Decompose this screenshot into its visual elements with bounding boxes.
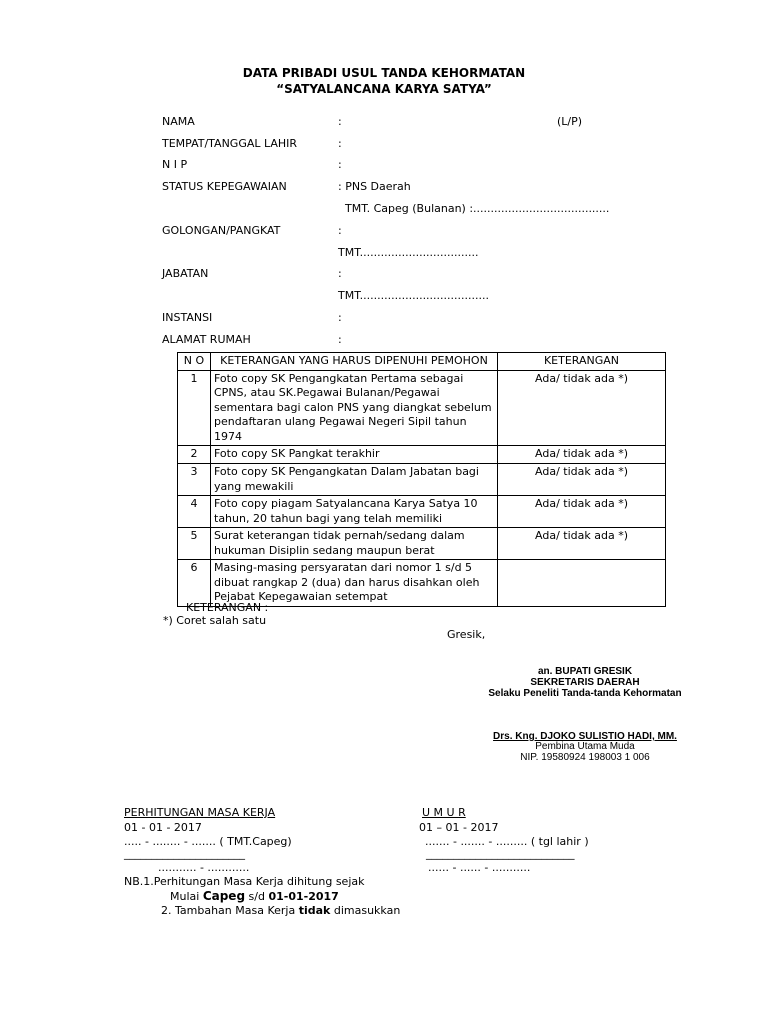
signature-line1: an. BUPATI GRESIK bbox=[537, 666, 633, 677]
row-desc: Foto copy SK Pengangkatan Pertama sebagai CPNS, atau SK.Pegawai Bulanan/Pegawai sementara bagi calon PNS yang diangkat sebelum pendaftaran ulang Pegawai Negeri Sipil tahun 1974 bbox=[211, 370, 498, 446]
row-no: 3 bbox=[178, 464, 211, 496]
jabatan-colon: : bbox=[338, 267, 342, 280]
nama-gender: (L/P) bbox=[557, 115, 583, 128]
nb-note-2-pre: 2. Tambahan Masa Kerja bbox=[161, 904, 299, 917]
nip-label: N I P bbox=[162, 158, 188, 171]
requirements-table bbox=[177, 352, 666, 607]
signature-line3: Selaku Peneliti Tanda-tanda Kehormatan bbox=[488, 688, 682, 699]
signature-line2: SEKRETARIS DAERAH bbox=[530, 677, 640, 688]
row-ket: Ada/ tidak ada *) bbox=[498, 528, 666, 560]
nama-colon: : bbox=[338, 115, 342, 128]
row-no: 4 bbox=[178, 496, 211, 528]
jabatan-label: JABATAN bbox=[162, 267, 209, 280]
signature-place: Gresik, bbox=[447, 628, 486, 641]
signature-rank: Pembina Utama Muda bbox=[535, 741, 635, 752]
masa-kerja-date: 01 - 01 - 2017 bbox=[124, 821, 202, 834]
row-no: 2 bbox=[178, 446, 211, 464]
instansi-colon: : bbox=[338, 311, 342, 324]
nb-note-2-post: dimasukkan bbox=[330, 904, 401, 917]
nip-colon: : bbox=[338, 158, 342, 171]
masa-kerja-title: PERHITUNGAN MASA KERJA bbox=[124, 806, 276, 819]
coret-note: *) Coret salah satu bbox=[163, 614, 267, 627]
alamat-colon: : bbox=[338, 333, 342, 346]
signature-nip: NIP. 19580924 198003 1 006 bbox=[520, 752, 650, 763]
nb-note-2-bold: tidak bbox=[298, 904, 331, 917]
table-row bbox=[178, 560, 666, 607]
table-row bbox=[178, 496, 666, 528]
nb-note-date: 01-01-2017 bbox=[268, 890, 339, 903]
alamat-label: ALAMAT RUMAH bbox=[162, 333, 251, 346]
nb-note-1b-mid: s/d bbox=[245, 890, 269, 903]
tmt-capeg: TMT. Capeg (Bulanan) :....................................... bbox=[345, 202, 610, 215]
ttl-label: TEMPAT/TANGGAL LAHIR bbox=[162, 137, 298, 150]
row-desc: Surat keterangan tidak pernah/sedang dalam hukuman Disiplin sedang maupun berat bbox=[211, 528, 498, 560]
jabatan-tmt: TMT..................................... bbox=[338, 289, 489, 302]
table-row bbox=[178, 528, 666, 560]
umur-line: ___________________________ bbox=[426, 847, 575, 860]
nb-note-1b bbox=[170, 889, 339, 903]
header-ket: KETERANGAN bbox=[498, 353, 666, 371]
row-desc: Foto copy SK Pengangkatan Dalam Jabatan bagi yang mewakili bbox=[211, 464, 498, 496]
row-no: 6 bbox=[178, 560, 211, 607]
instansi-label: INSTANSI bbox=[162, 311, 213, 324]
row-ket: Ada/ tidak ada *) bbox=[498, 464, 666, 496]
row-ket: Ada/ tidak ada *) bbox=[498, 370, 666, 446]
umur-row: ....... - ....... - ......... ( tgl lahir ) bbox=[425, 835, 589, 848]
table-header-row bbox=[178, 353, 666, 371]
umur-title: U M U R bbox=[422, 806, 466, 819]
status-value: : PNS Daerah bbox=[338, 180, 411, 193]
nb-note-2 bbox=[161, 904, 400, 917]
status-label: STATUS KEPEGAWAIAN bbox=[162, 180, 287, 193]
row-desc: Foto copy piagam Satyalancana Karya Satya 10 tahun, 20 tahun bagi yang telah memiliki bbox=[211, 496, 498, 528]
row-ket: Ada/ tidak ada *) bbox=[498, 446, 666, 464]
signature-name: Drs. Kng. DJOKO SULISTIO HADI, MM. bbox=[493, 731, 677, 742]
row-desc: Foto copy SK Pangkat terakhir bbox=[211, 446, 498, 464]
nb-note-capeg: Capeg bbox=[202, 889, 246, 903]
umur-result: ...... - ...... - ........... bbox=[428, 861, 531, 874]
golongan-colon: : bbox=[338, 224, 342, 237]
table-row bbox=[178, 446, 666, 464]
row-no: 5 bbox=[178, 528, 211, 560]
header-desc: KETERANGAN YANG HARUS DIPENUHI PEMOHON bbox=[211, 353, 498, 371]
keterangan-note: KETERANGAN : bbox=[186, 601, 269, 614]
masa-kerja-result: ........... - ............ bbox=[158, 861, 250, 874]
nama-label: NAMA bbox=[162, 115, 195, 128]
row-ket bbox=[498, 560, 666, 607]
table-row bbox=[178, 464, 666, 496]
golongan-tmt: TMT.................................. bbox=[338, 246, 479, 259]
nb-note-1b-pre: Mulai bbox=[170, 890, 203, 903]
masa-kerja-line: ______________________ bbox=[124, 847, 245, 860]
row-desc: Masing-masing persyaratan dari nomor 1 s/d 5 dibuat rangkap 2 (dua) dan harus disahkan oleh Pejabat Kepegawaian setempat bbox=[211, 560, 498, 607]
masa-kerja-row: ..... - ........ - ....... ( TMT.Capeg) bbox=[124, 835, 292, 848]
page-title: DATA PRIBADI USUL TANDA KEHORMATAN bbox=[242, 66, 526, 80]
ttl-colon: : bbox=[338, 137, 342, 150]
nb-note-1: NB.1.Perhitungan Masa Kerja dihitung sejak bbox=[124, 875, 365, 888]
golongan-label: GOLONGAN/PANGKAT bbox=[162, 224, 281, 237]
umur-date: 01 – 01 - 2017 bbox=[419, 821, 499, 834]
header-no: N O bbox=[178, 353, 211, 371]
page-subtitle: “SATYALANCANA KARYA SATYA” bbox=[276, 82, 492, 96]
row-no: 1 bbox=[178, 370, 211, 446]
row-ket: Ada/ tidak ada *) bbox=[498, 496, 666, 528]
table-row bbox=[178, 370, 666, 446]
